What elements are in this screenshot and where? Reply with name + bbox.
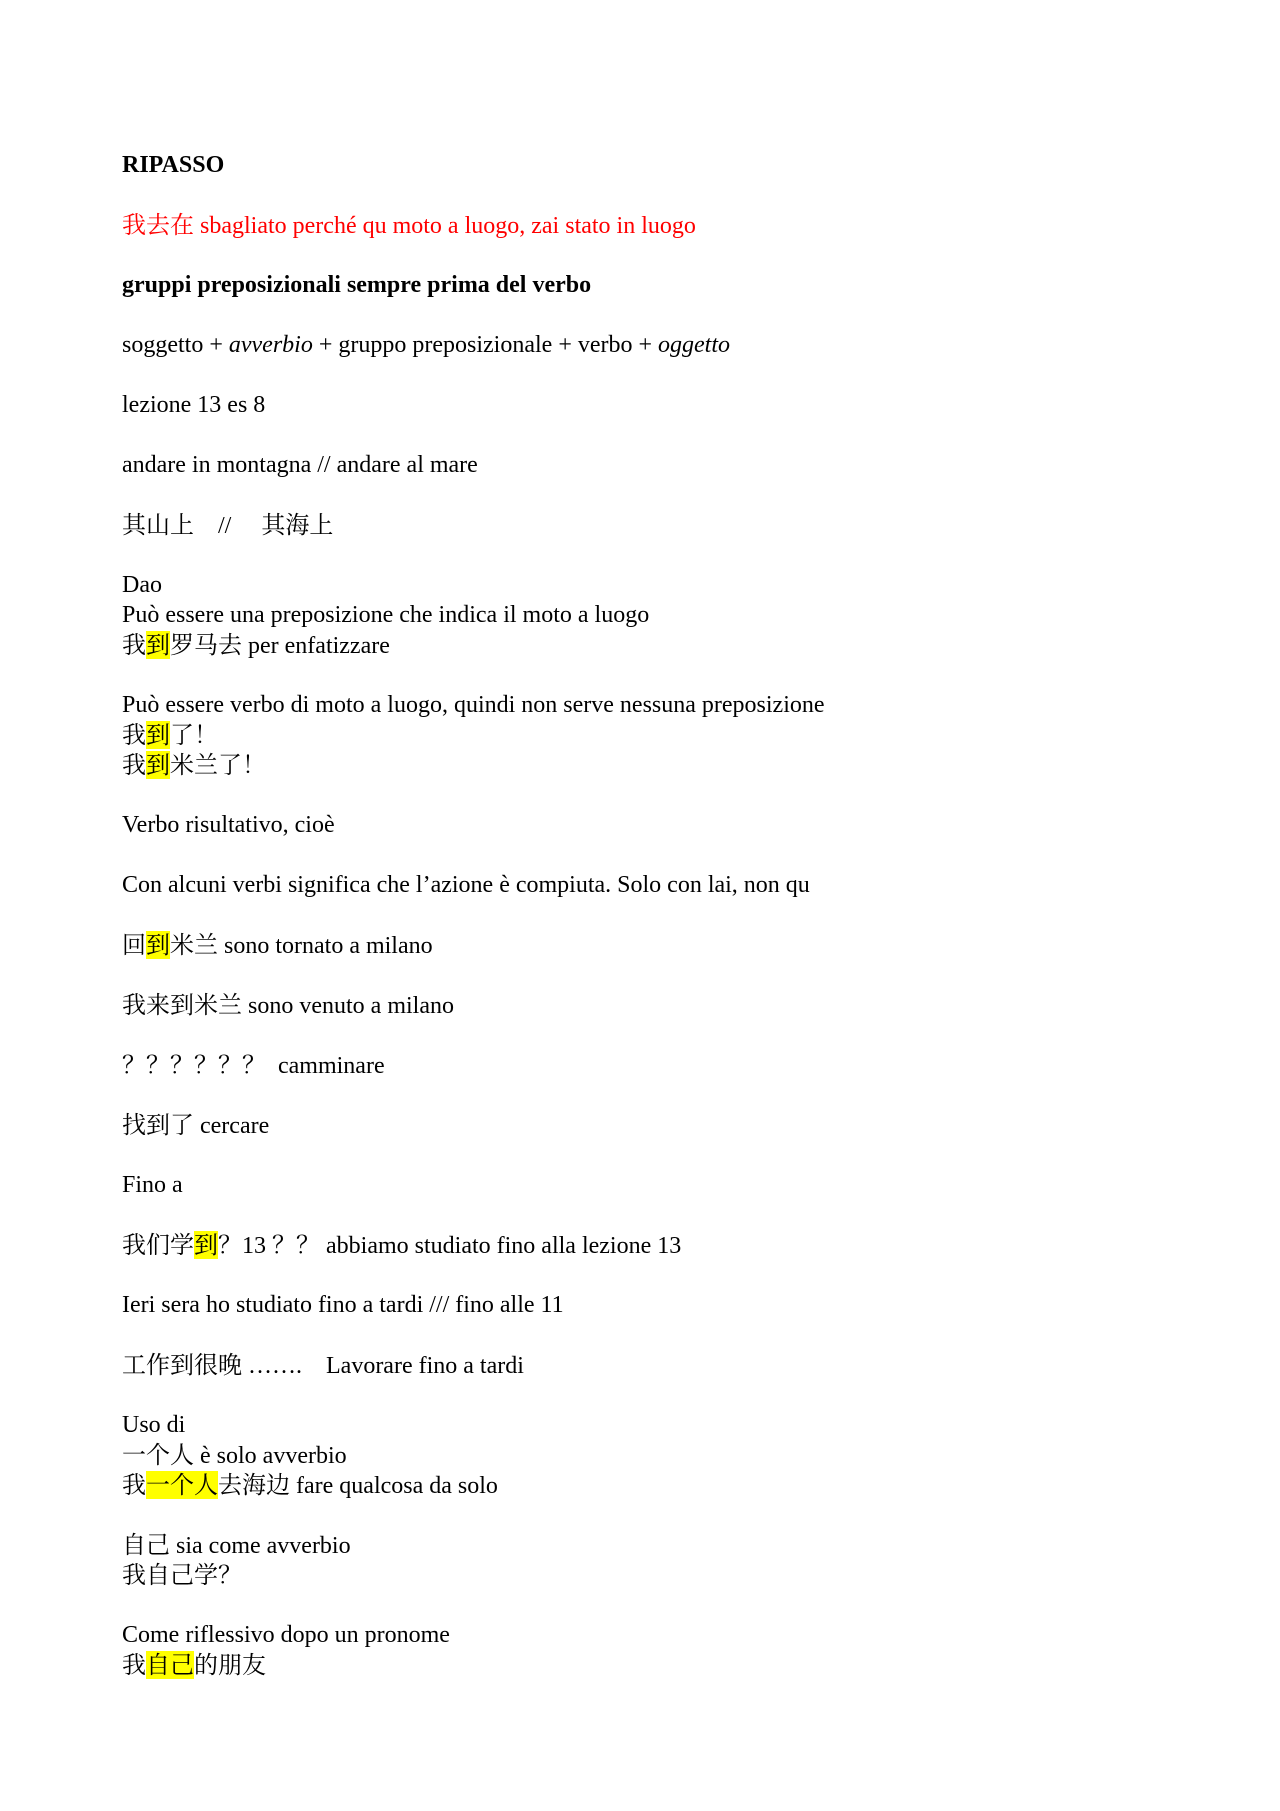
paragraph: Ieri sera ho studiato fino a tardi /// fino alle 11 (122, 1292, 564, 1318)
document-page (122, 150, 1162, 1680)
example-line (122, 1230, 1162, 1260)
chinese-text: 米兰了！ (170, 751, 266, 779)
example-line (122, 1440, 1162, 1470)
note-text: abbiamo studiato fino alla lezione 13 (320, 1233, 682, 1259)
example-line (122, 720, 1162, 750)
note-text: fare qualcosa da solo (290, 1473, 498, 1499)
rule-heading: gruppi preposizionali sempre prima del verbo (122, 272, 592, 298)
chinese-text: 其山上 (122, 511, 194, 539)
highlighted-text: 到 (146, 751, 170, 779)
example-line (122, 1650, 1162, 1680)
example-line (122, 1470, 1162, 1500)
chinese-text: 我 (122, 1471, 146, 1499)
paragraph: andare in montagna // andare al mare (122, 452, 478, 478)
chinese-text: 的朋友 (194, 1651, 266, 1679)
highlighted-text: 到 (146, 931, 170, 959)
highlighted-text: 到 (146, 721, 170, 749)
note-text: sono venuto a milano (242, 993, 454, 1019)
chinese-text: ？？ (272, 1231, 320, 1259)
note-text: camminare (266, 1053, 385, 1079)
section-label: Dao (122, 572, 162, 598)
paragraph: Verbo risultativo, cioè (122, 812, 335, 838)
document-title: RIPASSO (122, 152, 225, 178)
example-line (122, 930, 1162, 960)
note-text: sbagliato perché qu moto a luogo, zai stato in luogo (194, 213, 696, 239)
chinese-text: 我来到米兰 (122, 991, 242, 1019)
structure-part: soggetto + (122, 332, 229, 358)
example-line (122, 1530, 1162, 1560)
chinese-text: 我们学 (122, 1231, 194, 1259)
example-line (122, 990, 1162, 1020)
chinese-text: 罗马去 (170, 631, 242, 659)
note-text: è solo avverbio (194, 1443, 347, 1469)
note-text: per enfatizzare (242, 633, 390, 659)
structure-part: avverbio (228, 332, 313, 358)
paragraph: Con alcuni verbi significa che l’azione è compiuta. Solo con lai, non qu (122, 872, 810, 898)
paragraph (122, 210, 1162, 240)
structure-part: + gruppo preposizionale + verbo + (312, 332, 659, 358)
note-text: cercare (194, 1113, 270, 1139)
chinese-text: 找到了 (122, 1111, 194, 1139)
note-text: sia come avverbio (170, 1533, 351, 1559)
chinese-text: ？？？？？？ (122, 1051, 266, 1079)
example-line (122, 1050, 1162, 1080)
example-line (122, 1110, 1162, 1140)
sentence-structure (122, 330, 1162, 360)
chinese-text: 我 (122, 631, 146, 659)
chinese-text: 我 (122, 751, 146, 779)
section-label: Come riflessivo dopo un pronome (122, 1622, 450, 1648)
chinese-text: 米兰 (170, 931, 218, 959)
chinese-text: 在 (170, 211, 194, 239)
example-line (122, 750, 1162, 780)
paragraph (122, 510, 1162, 540)
separator: // (194, 513, 262, 539)
chinese-text: 了！ (170, 721, 218, 749)
section-label: Fino a (122, 1172, 183, 1198)
paragraph: Può essere una preposizione che indica il moto a luogo (122, 602, 650, 628)
chinese-text: 我 (122, 1651, 146, 1679)
chinese-text: 自己 (122, 1531, 170, 1559)
section-label: Uso di (122, 1412, 186, 1438)
chinese-text: 其海上 (261, 511, 334, 539)
chinese-text: ？ (218, 1231, 242, 1259)
note-text: 13 (242, 1233, 272, 1259)
note-text: ……. Lavorare fino a tardi (242, 1353, 524, 1379)
example-line (122, 1350, 1162, 1380)
structure-part: oggetto (658, 332, 731, 358)
chinese-text: 一个人 (122, 1441, 194, 1469)
paragraph: lezione 13 es 8 (122, 392, 266, 418)
example-line: 我自己学？ (122, 1561, 242, 1589)
highlighted-text: 自己 (146, 1651, 194, 1679)
highlighted-text: 一个人 (146, 1471, 218, 1499)
chinese-text: 我 (122, 721, 146, 749)
chinese-text: 去海边 (218, 1471, 290, 1499)
example-line (122, 630, 1162, 660)
chinese-text: 回 (122, 931, 146, 959)
paragraph: Può essere verbo di moto a luogo, quindi non serve nessuna preposizione (122, 692, 825, 718)
highlighted-text: 到 (194, 1231, 218, 1259)
chinese-text: 我去 (122, 211, 170, 239)
chinese-text: 工作到很晚 (122, 1351, 242, 1379)
note-text: sono tornato a milano (218, 933, 433, 959)
highlighted-text: 到 (146, 631, 170, 659)
